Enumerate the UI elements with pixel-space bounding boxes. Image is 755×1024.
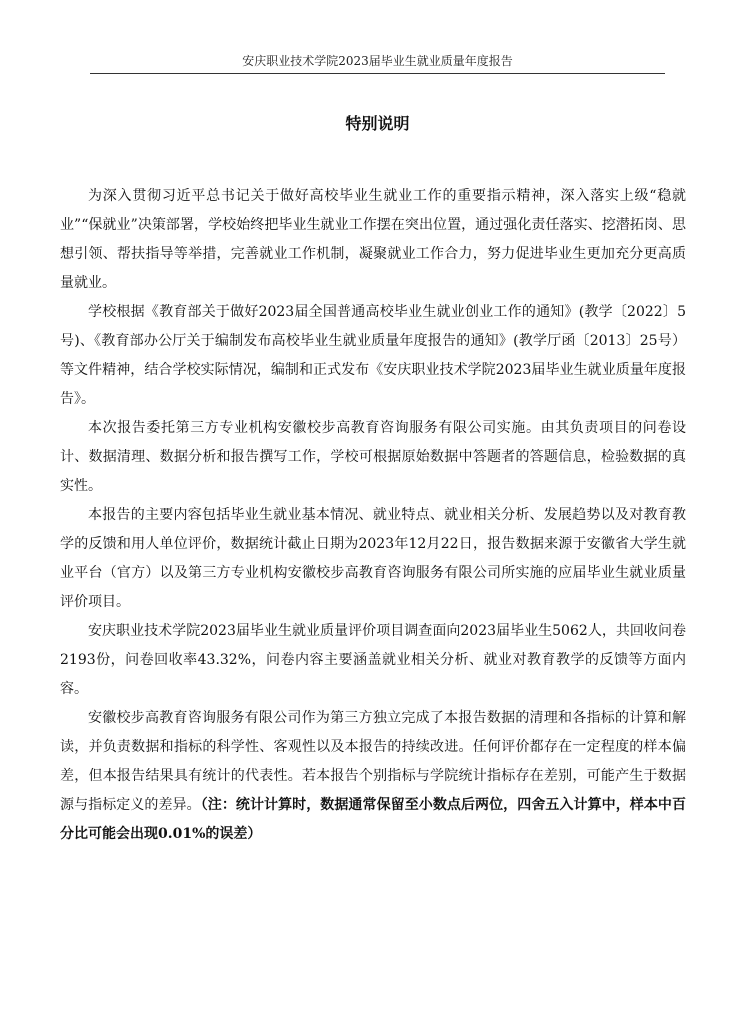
paragraph-intro: 为深入贯彻习近平总书记关于做好高校毕业生就业工作的重要指示精神，深入落实上级“稳就业”“保就业”决策部署，学校始终把毕业生就业工作摆在突出位置，通过强化责任落实、挖潜拓岗、思想引领、帮扶指导等举措，完善就业工作机制，凝聚就业工作合力，努力促进毕业生更加充分更高质量就业。 (60, 188, 686, 291)
paragraph-third-party: 本次报告委托第三方专业机构安徽校步高教育咨询服务有限公司实施。由其负责项目的问卷设计、数据清理、数据分析和报告撰写工作，学校可根据原始数据中答题者的答题信息，检验数据的真实性。 (60, 420, 686, 494)
page-title: 特别说明 (345, 114, 410, 133)
running-header: 安庆职业技术学院2023届毕业生就业质量年度报告 (242, 54, 513, 68)
header-divider (90, 73, 665, 74)
disclaimer-text: 安徽校步高教育咨询服务有限公司作为第三方独立完成了本报告数据的清理和各指标的计算和解读，并负责数据和指标的科学性、客观性以及本报告的持续改进。任何评价都存在一定程度的样本偏差，但本报告结果具有统计的代表性。若本报告个别指标与学院统计指标存在差别，可能产生于数据源与指标定义的差异。 (60, 710, 686, 813)
paragraph-survey: 安庆职业技术学院2023届毕业生就业质量评价项目调查面向2023届毕业生5062人，共回收问卷2193份，问卷回收率43.32%，问卷内容主要涵盖就业相关分析、就业对教育教学的反馈等方面内容。 (60, 623, 686, 697)
statistical-note: （注：统计计算时，数据通常保留至小数点后两位，四舍五入计算中，样本中百分比可能会出现0.01%的误差） (60, 797, 687, 842)
document-body (60, 182, 686, 849)
paragraph-disclaimer (60, 704, 686, 849)
paragraph-basis: 学校根据《教育部关于做好2023届全国普通高校毕业生就业创业工作的通知》(教学〔2022〕5号)、《教育部办公厅关于编制发布高校毕业生就业质量年度报告的通知》(教学厅函〔2013〕25号）等文件精神，结合学校实际情况，编制和正式发布《安庆职业技术学院2023届毕业生就业质量年度报告》。 (60, 304, 686, 407)
paragraph-contents: 本报告的主要内容包括毕业生就业基本情况、就业特点、就业相关分析、发展趋势以及对教育教学的反馈和用人单位评价，数据统计截止日期为2023年12月22日，报告数据来源于安徽省大学生就业平台（官方）以及第三方专业机构安徽校步高教育咨询服务有限公司所实施的应届毕业生就业质量评价项目。 (60, 507, 686, 610)
